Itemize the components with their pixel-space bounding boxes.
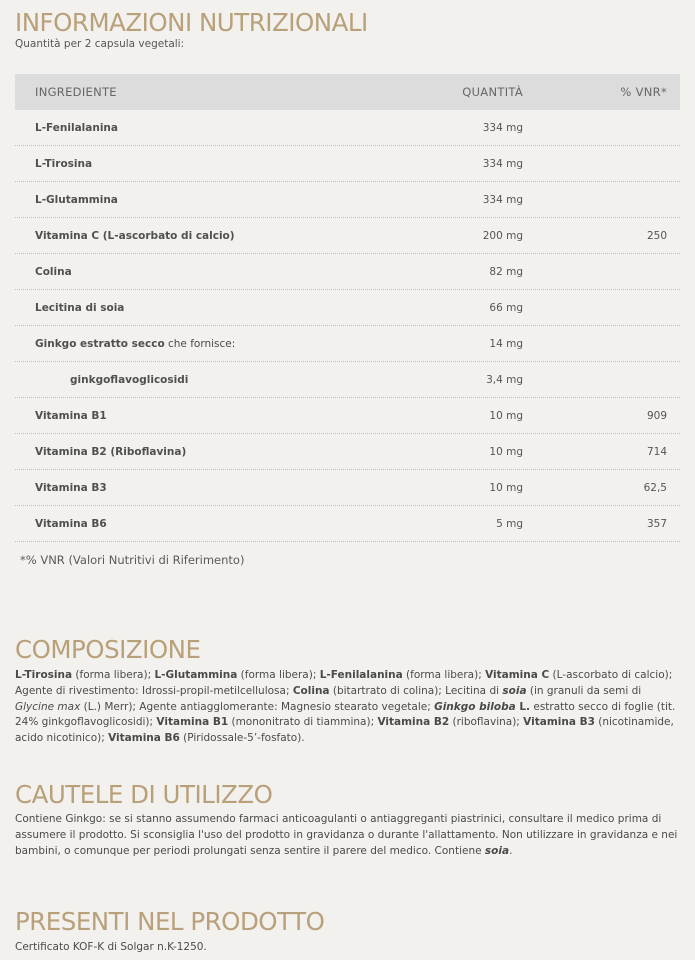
- quantity-cell: 82 mg: [489, 265, 523, 278]
- text-run: Vitamina C: [485, 669, 550, 681]
- ingredient-name: Vitamina B3: [35, 481, 107, 494]
- nutrition-table: [15, 74, 680, 542]
- vnr-note: *% VNR (Valori Nutritivi di Riferimento): [20, 553, 245, 567]
- cautele-text: [15, 812, 680, 859]
- ingredient-suffix: che fornisce:: [164, 337, 236, 350]
- text-run: .: [509, 844, 513, 857]
- table-row: [15, 506, 680, 542]
- text-run: (forma libera);: [237, 669, 320, 681]
- ingredient-name: L-Glutammina: [35, 193, 118, 206]
- ingredient-name: L-Fenilalanina: [35, 121, 118, 134]
- quantity-cell: 14 mg: [489, 337, 523, 350]
- nutrition-title: INFORMAZIONI NUTRIZIONALI: [15, 8, 368, 37]
- quantity-cell: 10 mg: [489, 481, 523, 494]
- ingredient-cell: [15, 518, 430, 530]
- text-run: (forma libera);: [72, 669, 155, 681]
- quantity-cell: 334 mg: [482, 157, 523, 170]
- text-run: Vitamina B1: [156, 716, 229, 729]
- cautele-title: CAUTELE DI UTILIZZO: [15, 780, 273, 809]
- header-quantity: QUANTITÀ: [462, 85, 523, 99]
- ingredient-cell: [15, 266, 430, 278]
- vnr-cell: 714: [646, 445, 667, 458]
- table-row: [15, 326, 680, 362]
- composizione-title: COMPOSIZIONE: [15, 635, 201, 664]
- table-body: [15, 110, 680, 542]
- serving-size: Quantità per 2 capsula vegetali:: [15, 38, 185, 50]
- text-run: estratto secco di foglie (tit. 24% ginkgoflavoglicosidi);: [15, 700, 676, 729]
- text-run: soia: [484, 844, 510, 857]
- text-run: (forma libera);: [402, 669, 486, 681]
- text-run: soia: [502, 684, 527, 697]
- ingredient-name: Vitamina B1: [35, 409, 107, 422]
- text-run: Vitamina B3: [523, 716, 595, 729]
- text-run: (nicotinamide, acido nicotinico);: [15, 716, 674, 745]
- ingredient-cell: [15, 338, 430, 350]
- text-run: Vitamina B2: [377, 716, 450, 729]
- ingredient-name: Vitamina C (L-ascorbato di calcio): [35, 229, 235, 242]
- text-run: Contiene Ginkgo: se si stanno assumendo farmaci anticoagulanti o antiaggreganti piastrinici, consultare il medico prima di assumere il prodotto. Si sconsiglia l'uso del prodotto in gravidanza o durante l'allattamento. Non utilizzare in gravidanza e nei bambini, o comunque per periodi prolungati senza sentire il parere del medico. Contiene: [15, 813, 678, 857]
- quantity-cell: 334 mg: [482, 193, 523, 206]
- quantity-cell: 66 mg: [489, 301, 523, 314]
- table-row: [15, 218, 680, 254]
- text-run: (Piridossale-5’-fosfato).: [179, 732, 305, 745]
- table-row: [15, 290, 680, 326]
- table-row: [15, 398, 680, 434]
- ingredient-name: Vitamina B6: [35, 517, 107, 530]
- vnr-cell: 909: [646, 409, 667, 422]
- ingredient-cell: [15, 230, 430, 242]
- text-run: Ginkgo biloba: [434, 700, 516, 713]
- text-run: (mononitrato di tiammina);: [228, 716, 378, 729]
- text-run: L-Fenilalanina: [319, 669, 403, 681]
- text-run: Colina: [292, 684, 330, 697]
- quantity-cell: 200 mg: [482, 229, 523, 242]
- ingredient-cell: [15, 482, 430, 494]
- text-run: (bitartrato di colina); Lecitina di: [329, 684, 503, 697]
- header-vnr: % VNR*: [620, 85, 667, 99]
- table-row: [15, 110, 680, 146]
- ingredient-name: L-Tirosina: [35, 157, 93, 170]
- table-header: [15, 74, 680, 110]
- presenti-text: Certificato KOF-K di Solgar n.K-1250.: [15, 941, 207, 953]
- ingredient-cell: [15, 122, 430, 134]
- text-run: L.: [515, 700, 531, 713]
- presenti-title: PRESENTI NEL PRODOTTO: [15, 907, 325, 936]
- table-row: [15, 182, 680, 218]
- table-row: [15, 470, 680, 506]
- ingredient-cell: [15, 410, 430, 422]
- table-row: [15, 146, 680, 182]
- quantity-cell: 5 mg: [496, 517, 523, 530]
- table-row: [15, 434, 680, 470]
- ingredient-name: Vitamina B2 (Riboflavina): [35, 445, 187, 458]
- quantity-cell: 10 mg: [489, 409, 523, 422]
- text-run: L-Tirosina: [15, 669, 73, 681]
- text-run: (in granuli da semi di: [526, 684, 642, 697]
- quantity-cell: 10 mg: [489, 445, 523, 458]
- ingredient-name: Ginkgo estratto secco: [35, 337, 165, 350]
- table-row: [15, 254, 680, 290]
- text-run: (L.) Merr); Agente antiagglomerante: Magnesio stearato vegetale;: [80, 700, 435, 713]
- ingredient-cell: [15, 374, 430, 386]
- ingredient-name: Colina: [35, 265, 72, 278]
- text-run: Vitamina B6: [108, 732, 180, 745]
- text-run: Glycine max: [15, 700, 81, 713]
- quantity-cell: 3,4 mg: [486, 373, 523, 386]
- ingredient-cell: [15, 158, 430, 170]
- quantity-cell: 334 mg: [482, 121, 523, 134]
- ingredient-cell: [15, 446, 430, 458]
- ingredient-cell: [15, 302, 430, 314]
- text-run: L-Glutammina: [154, 669, 238, 681]
- text-run: (riboflavina);: [449, 716, 524, 729]
- vnr-cell: 250: [646, 229, 667, 242]
- ingredient-cell: [15, 194, 430, 206]
- composizione-text: [15, 668, 680, 747]
- ingredient-name: Lecitina di soia: [35, 301, 125, 314]
- vnr-cell: 357: [646, 517, 667, 530]
- ingredient-name: ginkgoflavoglicosidi: [70, 373, 189, 386]
- text-run: (L-ascorbato di calcio); Agente di rivestimento: Idrossi-propil-metilcellulosa;: [15, 669, 673, 697]
- table-row: [15, 362, 680, 398]
- header-ingredient: INGREDIENTE: [35, 85, 117, 99]
- vnr-cell: 62,5: [643, 481, 667, 494]
